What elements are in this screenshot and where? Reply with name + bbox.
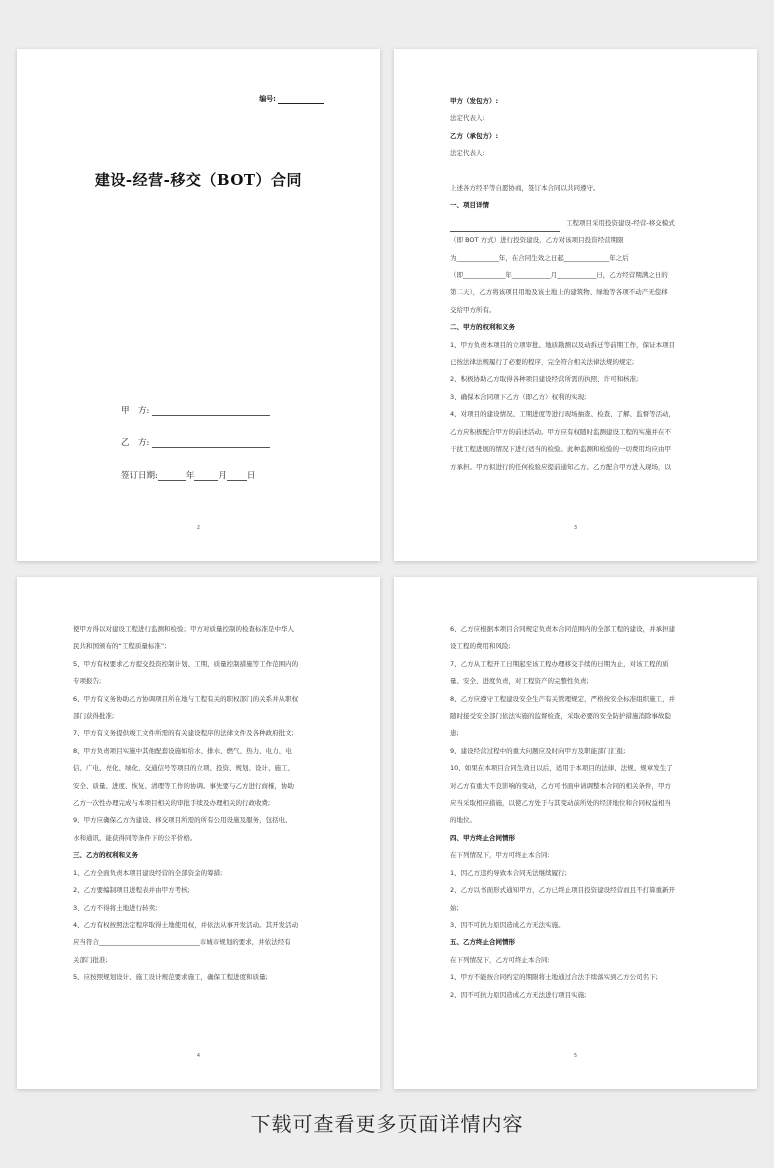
- line-text: 对乙方有重大不良影响的变动，乙方可书面申请调整本合同的相关条件，甲方: [450, 781, 671, 790]
- blank-underline: [450, 224, 560, 232]
- line-text: 上述各方经平等自愿协商，签订本合同以共同遵守。: [450, 184, 600, 193]
- page-5-body: [450, 621, 707, 1004]
- body-line: [450, 621, 707, 638]
- body-line: [450, 812, 707, 829]
- line-text: 1、甲方负责本项目的立项审批、地质勘测以及动拆迁等前期工作，保证本项目: [450, 340, 676, 349]
- body-line: [450, 180, 707, 197]
- line-text: 法定代表人:: [450, 114, 485, 123]
- body-line: [73, 778, 330, 795]
- line-text: 乙方（承包方）:: [450, 131, 499, 140]
- contract-title: 建设-经营-移交（BOT）合同: [94, 171, 303, 189]
- body-line: [73, 952, 330, 969]
- line-text: 患;: [450, 729, 459, 738]
- page-4: [17, 577, 380, 1089]
- line-text: 甲方（发包方）:: [450, 97, 499, 105]
- year-label: 年: [185, 471, 195, 481]
- body-line: [73, 900, 330, 917]
- page-number: 2: [196, 525, 201, 531]
- body-line: [450, 406, 707, 423]
- page-number: 4: [196, 1053, 201, 1059]
- line-text: 部门获得批准;: [73, 712, 115, 721]
- body-line: [450, 250, 707, 267]
- line-text: 10、如果在本项目合同生效日以后，适用于本项目的法律、法规、规章发生了: [450, 764, 673, 773]
- line-text: 8、甲方负责项目实施中其他配套设施如给水、排水、燃气、热力、电力、电: [73, 746, 292, 755]
- section-heading: [450, 830, 707, 847]
- line-text: 为_____________年，在合同生效之日起______________年之后: [450, 253, 629, 262]
- party-a-label: 甲 方:: [121, 406, 150, 416]
- party-a-underline: [152, 406, 270, 416]
- section-heading: [450, 128, 707, 145]
- body-line: [73, 725, 330, 742]
- line-text: 已按法律法规履行了必要的程序，完全符合相关法律法规的规定;: [450, 358, 635, 367]
- body-line: [450, 302, 707, 319]
- serial-number-field: [259, 94, 324, 104]
- line-text: 2、乙方要编制项目进程表并由甲方考核;: [73, 886, 190, 895]
- line-text: 关部门批准;: [73, 955, 108, 964]
- line-text: 乙方一次性办理完成与本项目相关的审批手续及办理相关的行政收费;: [73, 799, 271, 808]
- day-underline: [227, 471, 247, 481]
- sign-date-line: [121, 469, 255, 481]
- body-line: [450, 760, 707, 777]
- body-line: [73, 743, 330, 760]
- body-line: [450, 778, 707, 795]
- line-text: 1、甲方不能按合同约定的期限将土地通过合法手续落实到乙方公司名下;: [450, 973, 658, 982]
- line-text: 3、确保本合同项下乙方（即乙方）权利的实现;: [450, 392, 587, 401]
- line-text: 在下列情况下，甲方可终止本合同:: [450, 851, 550, 860]
- page-number: 3: [573, 525, 578, 531]
- body-line: [450, 743, 707, 760]
- body-line: [450, 917, 707, 934]
- body-line: [73, 673, 330, 690]
- body-line: [73, 917, 330, 934]
- body-line: [450, 969, 707, 986]
- body-line: [450, 882, 707, 899]
- party-b-label: 乙 方:: [121, 438, 150, 448]
- page-3-body: [450, 93, 707, 476]
- body-line: [450, 673, 707, 690]
- body-line: [450, 337, 707, 354]
- line-text: 6、乙方应根据本项目合同规定负责本合同范围内的全部工程的建设，并承担建: [450, 625, 676, 633]
- line-text: 2、因不可抗力原因造成乙方无法进行项目实施;: [450, 990, 587, 999]
- serial-underline: [278, 96, 324, 104]
- line-text: 专项报告;: [73, 677, 102, 686]
- line-text: （即_____________年____________月____________日，乙方经营期满之日的: [450, 271, 668, 280]
- body-line: [73, 638, 330, 655]
- body-line: [73, 830, 330, 847]
- body-line: [73, 795, 330, 812]
- page-5: [394, 577, 757, 1089]
- line-text: 的地位。: [450, 816, 476, 825]
- line-text: 5、甲方有权要求乙方提交投资控制计划、工期、质量控制措施等工作范围内的: [73, 659, 299, 668]
- body-line: [450, 354, 707, 371]
- body-line: [450, 691, 707, 708]
- sign-date-label: 签订日期:: [121, 471, 158, 481]
- party-b-line: [121, 436, 270, 448]
- body-line: [450, 424, 707, 441]
- body-line: [73, 812, 330, 829]
- body-line: [450, 987, 707, 1004]
- body-line: [73, 969, 330, 986]
- line-text: 4、乙方有权按照法定程序取得土地使用权，并依法从事开发活动。其开发活动: [73, 920, 299, 929]
- line-text: 第二天），乙方将该项目用地及该土地上的建筑物、绿地等各项不动产无偿移: [450, 288, 668, 297]
- line-text: 干扰工程进展的情况下进行适当的检验。此种监测和检验的一切费用均应由甲: [450, 445, 671, 454]
- body-line: [73, 691, 330, 708]
- line-text: 1、乙方全面负责本项目建设经营的全部资金的筹措;: [73, 868, 223, 877]
- line-text: 9、甲方应确保乙方为建设、移交项目所需的所有公用设施及服务，包括电、: [73, 816, 292, 825]
- body-line: [450, 656, 707, 673]
- body-line: [450, 459, 707, 476]
- body-line: [450, 232, 707, 249]
- line-text: 三、乙方的权利和义务: [73, 851, 138, 860]
- line-text: 一、项目详情: [450, 201, 489, 210]
- body-line: [450, 847, 707, 864]
- body-line: [450, 865, 707, 882]
- line-text: 1、因乙方违约导致本合同无法继续履行;: [450, 868, 567, 877]
- body-line: [450, 638, 707, 655]
- line-text: 方承担。甲方拟进行的任何检验应提前通知乙方。乙方配合甲方进入现场，以: [450, 462, 671, 471]
- line-text: 工程项目采用投资建设-经营-移交模式: [566, 218, 675, 227]
- body-line: [450, 725, 707, 742]
- body-line: [450, 110, 707, 127]
- body-line: [450, 145, 707, 162]
- body-line: [450, 267, 707, 284]
- section-heading: [450, 319, 707, 336]
- year-underline: [158, 471, 186, 481]
- body-line: [450, 215, 707, 232]
- line-text: 交给甲方所有。: [450, 305, 496, 314]
- line-text: 民共和国颁布的“工程质量标准”;: [73, 642, 167, 651]
- line-text: 3、乙方不得将土地进行转卖;: [73, 903, 158, 912]
- body-line: [450, 389, 707, 406]
- body-line: [73, 621, 330, 638]
- page-3: [394, 49, 757, 561]
- line-text: 2、乙方以书面形式通知甲方，乙方已终止项目投资建设经营而且不打算重新开: [450, 886, 676, 895]
- body-line: [450, 163, 707, 180]
- section-heading: [450, 93, 707, 110]
- line-text: 法定代表人:: [450, 149, 485, 158]
- body-line: [73, 760, 330, 777]
- section-heading: [450, 197, 707, 214]
- line-text: 7、乙方从工程开工日期起至该工程办理移交手续的日期为止，对该工程的质: [450, 659, 669, 668]
- line-text: 在下列情况下，乙方可终止本合同:: [450, 955, 550, 964]
- day-label: 日: [246, 471, 256, 481]
- line-text: 3、因不可抗力原因造成乙方无法实施。: [450, 920, 565, 929]
- body-line: [450, 900, 707, 917]
- page-4-body: [73, 621, 330, 987]
- line-text: 安全、质量、进度、恢复、清理等工作的协调。事先要与乙方进行商榷，协助: [73, 781, 294, 790]
- line-text: 应当采取相应措施，以使乙方处于与其变动前所处的经济地位和合同权益相当: [450, 799, 671, 808]
- line-text: 水和通讯，能获得同等条件下的公平价格。: [73, 833, 197, 842]
- body-line: [450, 371, 707, 388]
- body-line: [450, 708, 707, 725]
- line-text: 4、对项目的建设情况、工期进度等进行现场抽查、检查、了解、监督等活动，: [450, 410, 676, 419]
- page-number: 5: [573, 1053, 578, 1059]
- body-line: [73, 882, 330, 899]
- line-text: 乙方应积极配合甲方的前述活动。甲方应有权随时监测建设工程的实施并在不: [450, 427, 671, 436]
- section-heading: [73, 847, 330, 864]
- body-line: [73, 656, 330, 673]
- line-text: （即 BOT 方式）进行投资建设，乙方对该项目投资经营期限: [450, 236, 624, 245]
- line-text: 使甲方得以对建设工程进行监测和检验；甲方对质量控制的检查标准是中华人: [73, 625, 294, 633]
- download-more-caption: 下载可查看更多页面详情内容: [250, 1112, 524, 1136]
- body-line: [450, 952, 707, 969]
- line-text: 8、乙方应遵守工程建设安全生产有关管理规定，严格按安全标准组织施工，并: [450, 694, 676, 703]
- line-text: 二、甲方的权利和义务: [450, 323, 515, 332]
- line-text: 设工程的费用和风险;: [450, 642, 511, 651]
- body-line: [73, 865, 330, 882]
- line-text: 量、安全、进度负责，对工程资产的完整性负责;: [450, 677, 589, 686]
- line-text: 9、建设经营过程中的重大问题应及时向甲方及职能部门汇报;: [450, 746, 626, 755]
- party-a-line: [121, 404, 270, 416]
- section-heading: [450, 934, 707, 951]
- line-text: 7、甲方有义务提供竣工文件所需的有关建设程序的法律文件及各种政府批文;: [73, 729, 294, 738]
- line-text: 5、应按照规划设计、施工设计规范要求施工，确保工程进度和质量;: [73, 973, 268, 982]
- line-text: 始;: [450, 903, 459, 912]
- body-line: [450, 795, 707, 812]
- body-line: [450, 441, 707, 458]
- month-label: 月: [218, 471, 227, 481]
- line-text: 四、甲方终止合同情形: [450, 833, 515, 842]
- line-text: 信、广电、亮化、绿化、交通信号等项目的立项、投资、规划、设计、施工、: [73, 764, 294, 773]
- line-text: 应当符合_______________________________市城市规划的要求，并依法经有: [73, 938, 291, 947]
- body-line: [73, 934, 330, 951]
- line-text: 五、乙方终止合同情形: [450, 938, 515, 947]
- month-underline: [194, 471, 218, 481]
- body-line: [450, 284, 707, 301]
- line-text: 2、积极协助乙方取得各种项目建设经营所需的执照、许可和核准;: [450, 375, 639, 384]
- serial-label: 编号:: [259, 95, 276, 103]
- page-2-cover: [17, 49, 380, 561]
- body-line: [73, 708, 330, 725]
- party-b-underline: [152, 438, 270, 448]
- line-text: 随时接受安全部门依法实施的监督检查，采取必要的安全防护措施消除事故隐: [450, 712, 671, 721]
- line-text: 6、甲方有义务协助乙方协调项目所在地与工程有关的职权部门的关系并从职权: [73, 694, 299, 703]
